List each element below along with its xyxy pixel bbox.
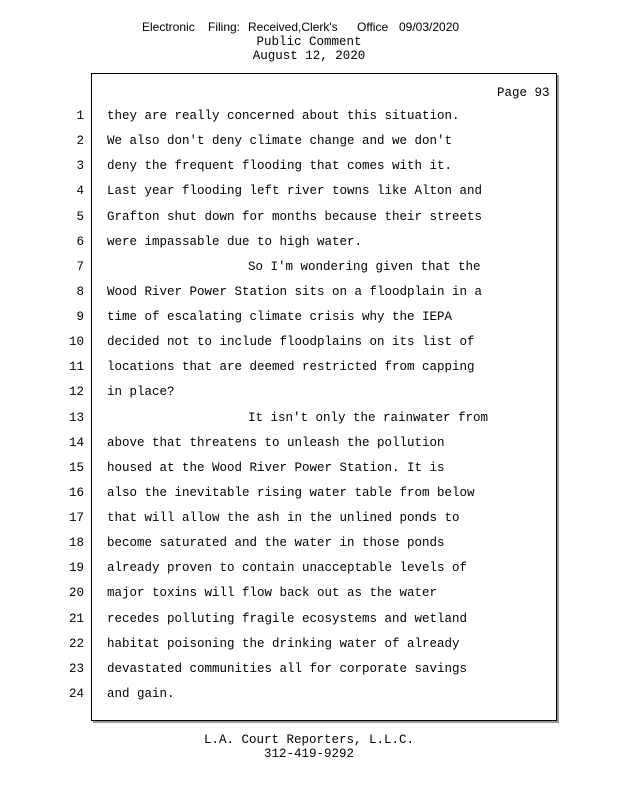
line-text: housed at the Wood River Power Station. It is [107, 460, 445, 475]
line-number: 15 [68, 460, 84, 475]
line-number: 19 [68, 561, 84, 576]
line-text: and gain. [107, 686, 175, 701]
line-number: 18 [68, 536, 84, 551]
footer-phone: 312-419-9292 [263, 747, 354, 761]
transcript-line [0, 285, 618, 310]
transcript-line [0, 486, 618, 511]
line-number: 16 [68, 485, 84, 500]
line-text: were impassable due to high water. [107, 234, 363, 249]
line-number: 21 [68, 611, 84, 626]
stamp-received: Received,Clerk's [248, 20, 338, 34]
line-number: 12 [68, 385, 84, 400]
efiling-stamp [0, 20, 618, 36]
line-text: locations that are deemed restricted from capping [107, 360, 475, 375]
transcript-line [0, 612, 618, 637]
line-number: 9 [76, 310, 84, 325]
line-number: 2 [76, 134, 84, 149]
line-text: So I'm wondering given that the [248, 259, 481, 274]
line-number: 5 [76, 209, 84, 224]
transcript-line [0, 586, 618, 611]
line-number: 24 [68, 686, 84, 701]
line-text: Wood River Power Station sits on a floodplain in a [107, 284, 483, 299]
line-number: 4 [76, 184, 84, 199]
line-number: 7 [76, 259, 84, 274]
line-text: devastated communities all for corporate savings [107, 661, 468, 676]
line-text: recedes polluting fragile ecosystems and wetland [107, 611, 468, 626]
transcript-line [0, 536, 618, 561]
stamp-electronic: Electronic [142, 20, 195, 34]
transcript-line [0, 235, 618, 260]
footer-company: L.A. Court Reporters, L.L.C. [203, 733, 415, 747]
line-number: 6 [76, 234, 84, 249]
transcript-line [0, 436, 618, 461]
line-text: deny the frequent flooding that comes with it. [107, 159, 453, 174]
transcript-line [0, 411, 618, 436]
line-number: 3 [76, 159, 84, 174]
line-number: 10 [68, 335, 84, 350]
transcript-line [0, 385, 618, 410]
line-text: We also don't deny climate change and we don't [107, 134, 453, 149]
transcript-line [0, 511, 618, 536]
transcript-line [0, 662, 618, 687]
transcript-line [0, 210, 618, 235]
line-text: time of escalating climate crisis why the IEPA [107, 310, 453, 325]
header-date: August 12, 2020 [252, 49, 366, 63]
line-number: 8 [76, 284, 84, 299]
line-text: become saturated and the water in those ponds [107, 536, 445, 551]
line-text: Grafton shut down for months because their streets [107, 209, 483, 224]
stamp-date: 09/03/2020 [399, 20, 460, 34]
line-text: in place? [107, 385, 175, 400]
line-text: major toxins will flow back out as the water [107, 586, 438, 601]
transcript-line [0, 637, 618, 662]
line-number: 1 [76, 109, 84, 123]
line-number: 11 [68, 360, 84, 375]
line-text: also the inevitable rising water table from below [107, 485, 475, 500]
transcript-line [0, 109, 618, 134]
line-number: 17 [68, 511, 84, 526]
transcript-line [0, 360, 618, 385]
line-text: It isn't only the rainwater from [248, 410, 489, 425]
line-text: habitat poisoning the drinking water of already [107, 636, 460, 651]
transcript-line [0, 687, 618, 712]
stamp-filing: Filing: [208, 20, 241, 34]
line-number: 14 [68, 435, 84, 450]
transcript-line [0, 260, 618, 285]
header-title: Public Comment [256, 35, 362, 49]
line-text: decided not to include floodplains on its list of [107, 335, 475, 350]
transcript-line [0, 335, 618, 360]
line-number: 22 [68, 636, 84, 651]
page-number: Page 93 [497, 86, 550, 100]
line-number: 13 [68, 410, 84, 425]
line-text: they are really concerned about this situation. [107, 109, 460, 123]
transcript-line [0, 310, 618, 335]
line-text: above that threatens to unleash the pollution [107, 435, 445, 450]
transcript-line [0, 461, 618, 486]
line-number: 23 [68, 661, 84, 676]
stamp-office: Office [357, 20, 389, 34]
line-text: Last year flooding left river towns like Alton and [107, 184, 483, 199]
line-number: 20 [68, 586, 84, 601]
transcript-line [0, 134, 618, 159]
transcript-line [0, 159, 618, 184]
transcript-line [0, 184, 618, 209]
transcript-line [0, 561, 618, 586]
line-text: already proven to contain unacceptable levels of [107, 561, 468, 576]
line-text: that will allow the ash in the unlined ponds to [107, 511, 460, 526]
